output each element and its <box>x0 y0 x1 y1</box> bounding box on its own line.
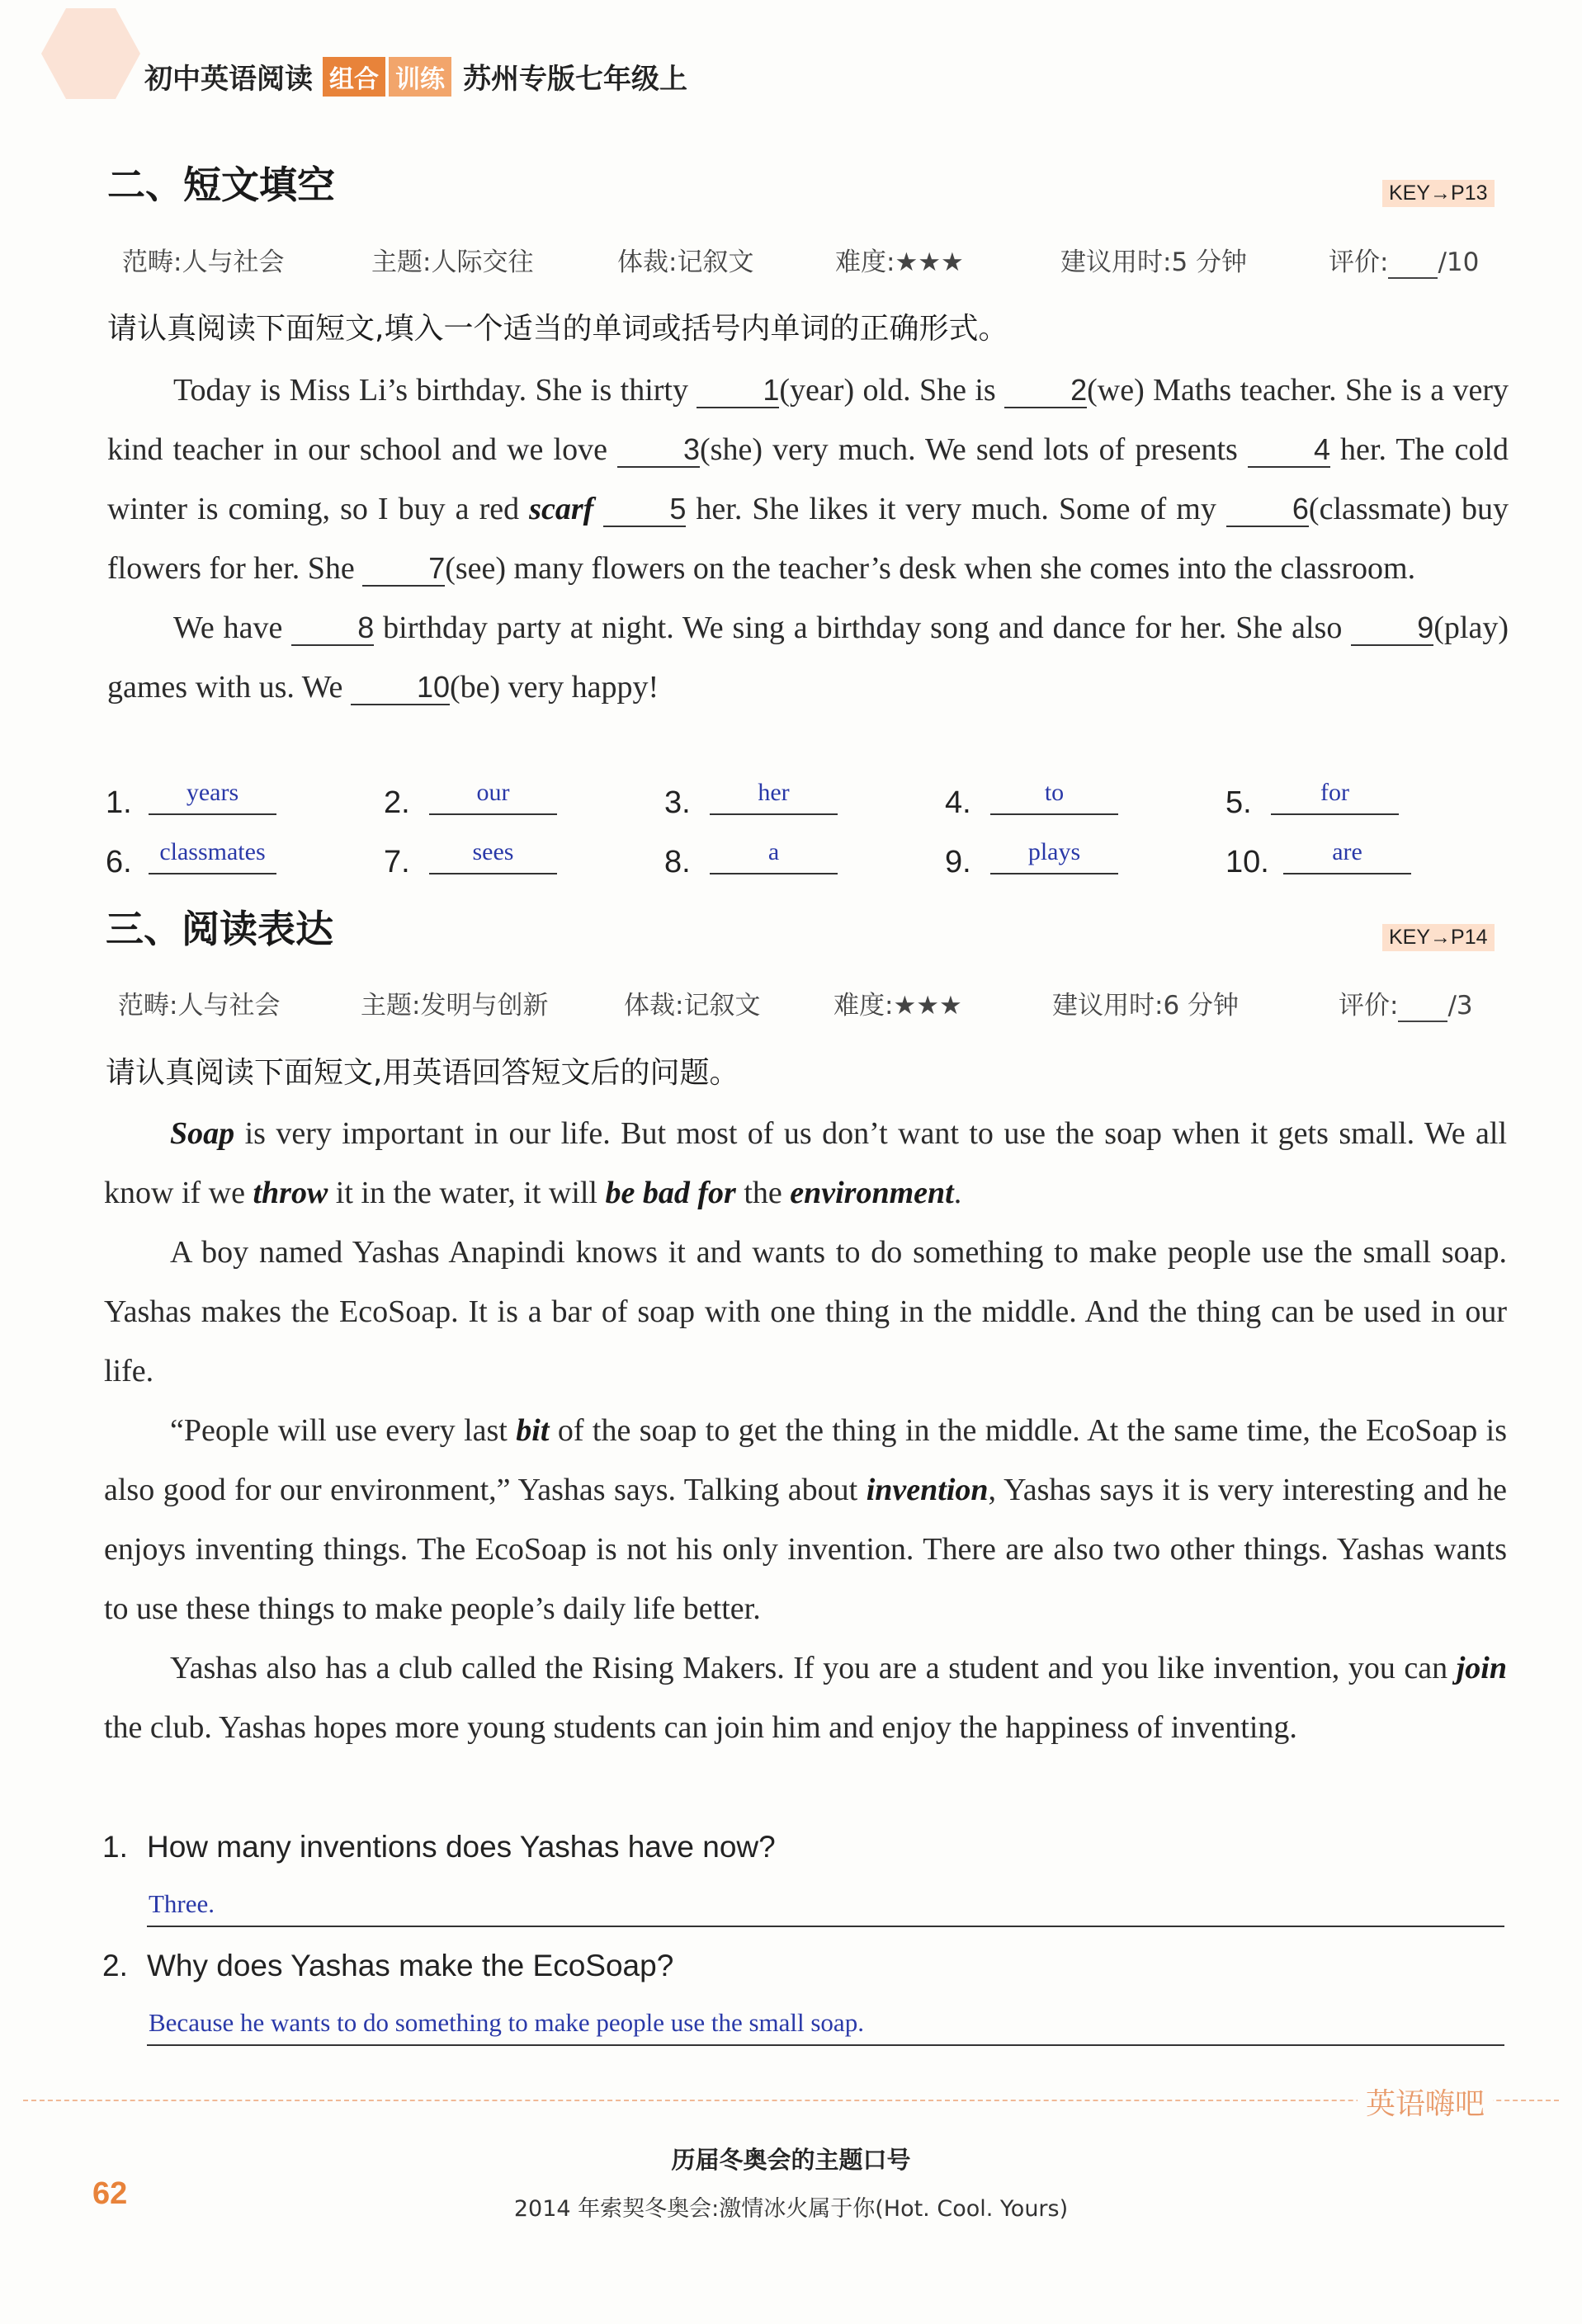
tag-training: 训练 <box>389 57 451 97</box>
footer-title: 历届冬奥会的主题口号 <box>671 2146 911 2174</box>
answer-num: 1. <box>106 785 132 820</box>
text: We have <box>173 610 292 645</box>
tag-combination: 组合 <box>323 57 385 97</box>
text: “People will use every last <box>170 1413 517 1448</box>
meta-time: 建议用时:5 分钟 <box>1060 247 1248 277</box>
answer-num: 8. <box>664 845 691 879</box>
answer-num: 6. <box>106 845 132 879</box>
answer-field[interactable]: are <box>1283 838 1411 874</box>
answer-field[interactable]: her <box>710 779 838 815</box>
answer-field[interactable]: years <box>149 779 276 815</box>
meta-score <box>1329 241 1479 279</box>
answer-num: 5. <box>1225 785 1252 820</box>
section2-passage <box>107 361 1509 717</box>
passage-paragraph-2 <box>107 598 1509 717</box>
meta-genre: 体裁:记叙文 <box>624 991 761 1021</box>
answer-field[interactable]: plays <box>990 838 1118 874</box>
answer-field[interactable]: our <box>429 779 557 815</box>
section3-instruction: 请认真阅读下面短文,用英语回答短文后的问题。 <box>106 1056 739 1090</box>
section3-key: KEY→P14 <box>1382 924 1495 951</box>
text: (classmate) buy flowers for her. She <box>107 492 1509 586</box>
text: her. The cold winter is coming, so I buy a red <box>107 432 1509 526</box>
book-title: 初中英语阅读 <box>144 63 313 96</box>
meta-time: 建议用时:6 分钟 <box>1052 991 1240 1021</box>
blank-4: 4 <box>1248 433 1330 468</box>
meta-theme: 主题:人际交往 <box>371 247 534 277</box>
bold-word-throw: throw <box>253 1176 328 1210</box>
answer-field[interactable]: for <box>1271 779 1399 815</box>
passage-paragraph-2: A boy named Yashas Anapindi knows it and wants to do something to make people use the small soap. Yashas makes the EcoSoap. It is a bar of soap with one thing in the middle. And the thing can be used in our life. <box>104 1235 1507 1388</box>
text: her. She likes it very much. Some of my <box>686 492 1226 526</box>
text: of the soap to get the thing in the middle. At the same time, the EcoSoap is also good for our environment,” Yashas says. Talking about <box>104 1413 1507 1507</box>
blank-6: 6 <box>1226 493 1309 527</box>
bold-word-join: join <box>1456 1651 1507 1685</box>
answer-num: 4. <box>945 785 971 820</box>
footer-divider <box>23 2100 1559 2101</box>
answer-field[interactable]: classmates <box>149 838 276 874</box>
text: Today is Miss Li’s birthday. She is thirty <box>173 373 697 408</box>
section2-instruction: 请认真阅读下面短文,填入一个适当的单词或括号内单词的正确形式。 <box>107 312 1008 346</box>
passage-paragraph-4 <box>104 1638 1507 1757</box>
bold-word-soap: Soap <box>170 1116 235 1151</box>
text: (year) old. She is <box>779 373 1005 408</box>
bold-word-bit: bit <box>516 1413 550 1448</box>
blank-7: 7 <box>362 552 445 587</box>
passage-paragraph-3 <box>104 1401 1507 1638</box>
meta-field: 范畴:人与社会 <box>122 247 285 277</box>
bold-word-invention: invention <box>866 1473 989 1507</box>
page-number: 62 <box>92 2176 128 2211</box>
text: the <box>735 1176 791 1210</box>
footer-brand: 英语嗨吧 <box>1358 2081 1493 2123</box>
text: , Yashas says it is very interesting and he enjoys inventing things. The EcoSoap is not his only invention. There are also two other things. Yashas wants to use these things to make people’s daily life better. <box>104 1473 1507 1626</box>
question-answer[interactable]: Three. <box>149 1889 215 1918</box>
answer-num: 3. <box>664 785 691 820</box>
section3-passage <box>104 1104 1507 1757</box>
meta-score-total: /3 <box>1447 991 1473 1021</box>
bold-word-scarf: scarf <box>529 492 594 526</box>
meta-score-label: 评价: <box>1339 991 1399 1021</box>
answer-underline <box>147 1926 1504 1927</box>
meta-genre: 体裁:记叙文 <box>617 247 754 277</box>
meta-score-label: 评价: <box>1329 247 1389 277</box>
text: birthday party at night. We sing a birthday song and dance for her. She also <box>374 610 1352 645</box>
meta-difficulty: 难度:★★★ <box>834 991 962 1021</box>
answer-field[interactable]: to <box>990 779 1118 815</box>
meta-theme: 主题:发明与创新 <box>361 991 549 1021</box>
text: (we) Maths teacher. She is a very kind teacher in our school and we love <box>107 373 1509 467</box>
question-answer[interactable]: Because he wants to do something to make people use the small soap. <box>149 2008 864 2037</box>
text: the club. Yashas hopes more young students can join him and enjoy the happiness of inventing. <box>104 1710 1297 1745</box>
footer-slogan: 2014 年索契冬奥会:激情冰火属于你(Hot. Cool. Yours) <box>513 2196 1069 2222</box>
book-edition: 苏州专版七年级上 <box>463 63 687 96</box>
text: is very important in our life. But most of us don’t want to use the soap when it gets small. We all know if we <box>104 1116 1507 1210</box>
score-blank <box>1398 991 1447 1022</box>
text: Yashas also has a club called the Rising Makers. If you are a student and you like invention, you can <box>170 1651 1457 1685</box>
answer-num: 2. <box>384 785 410 820</box>
section2-key: KEY→P13 <box>1382 180 1495 207</box>
header-hexagon-decoration <box>41 8 140 99</box>
passage-paragraph-1 <box>107 361 1509 598</box>
question-text: How many inventions does Yashas have now? <box>147 1830 776 1864</box>
blank-3: 3 <box>617 433 700 468</box>
answer-field[interactable]: a <box>710 838 838 874</box>
score-blank <box>1388 247 1438 279</box>
meta-difficulty: 难度:★★★ <box>835 247 964 277</box>
book-header <box>144 56 687 97</box>
answer-underline <box>147 2044 1504 2046</box>
answer-field[interactable]: sees <box>429 838 557 874</box>
question-num: 2. <box>102 1949 128 1982</box>
blank-5: 5 <box>603 493 686 527</box>
blank-8: 8 <box>291 611 374 646</box>
text: . <box>953 1176 962 1210</box>
text: it in the water, it will <box>328 1176 606 1210</box>
blank-9: 9 <box>1351 611 1433 646</box>
text: (play) games with us. We <box>107 610 1509 705</box>
passage-paragraph-1 <box>104 1104 1507 1223</box>
question-num: 1. <box>102 1830 128 1864</box>
question-text: Why does Yashas make the EcoSoap? <box>147 1949 674 1982</box>
answer-num: 10. <box>1225 845 1269 879</box>
blank-10: 10 <box>351 671 450 705</box>
answer-num: 9. <box>945 845 971 879</box>
blank-2: 2 <box>1004 374 1087 408</box>
text: (she) very much. We send lots of presents <box>700 432 1248 467</box>
text: (be) very happy! <box>449 670 659 705</box>
blank-1: 1 <box>697 374 779 408</box>
section3-title: 三、阅读表达 <box>106 907 333 951</box>
text: (see) many flowers on the teacher’s desk when she comes into the classroom. <box>445 551 1416 586</box>
bold-word-be-bad-for: be bad for <box>605 1176 736 1210</box>
meta-score-total: /10 <box>1438 247 1480 277</box>
meta-field: 范畴:人与社会 <box>118 991 281 1021</box>
section2-title: 二、短文填空 <box>107 163 335 207</box>
bold-word-environment: environment <box>790 1176 954 1210</box>
answer-num: 7. <box>384 845 410 879</box>
meta-score <box>1339 984 1473 1022</box>
